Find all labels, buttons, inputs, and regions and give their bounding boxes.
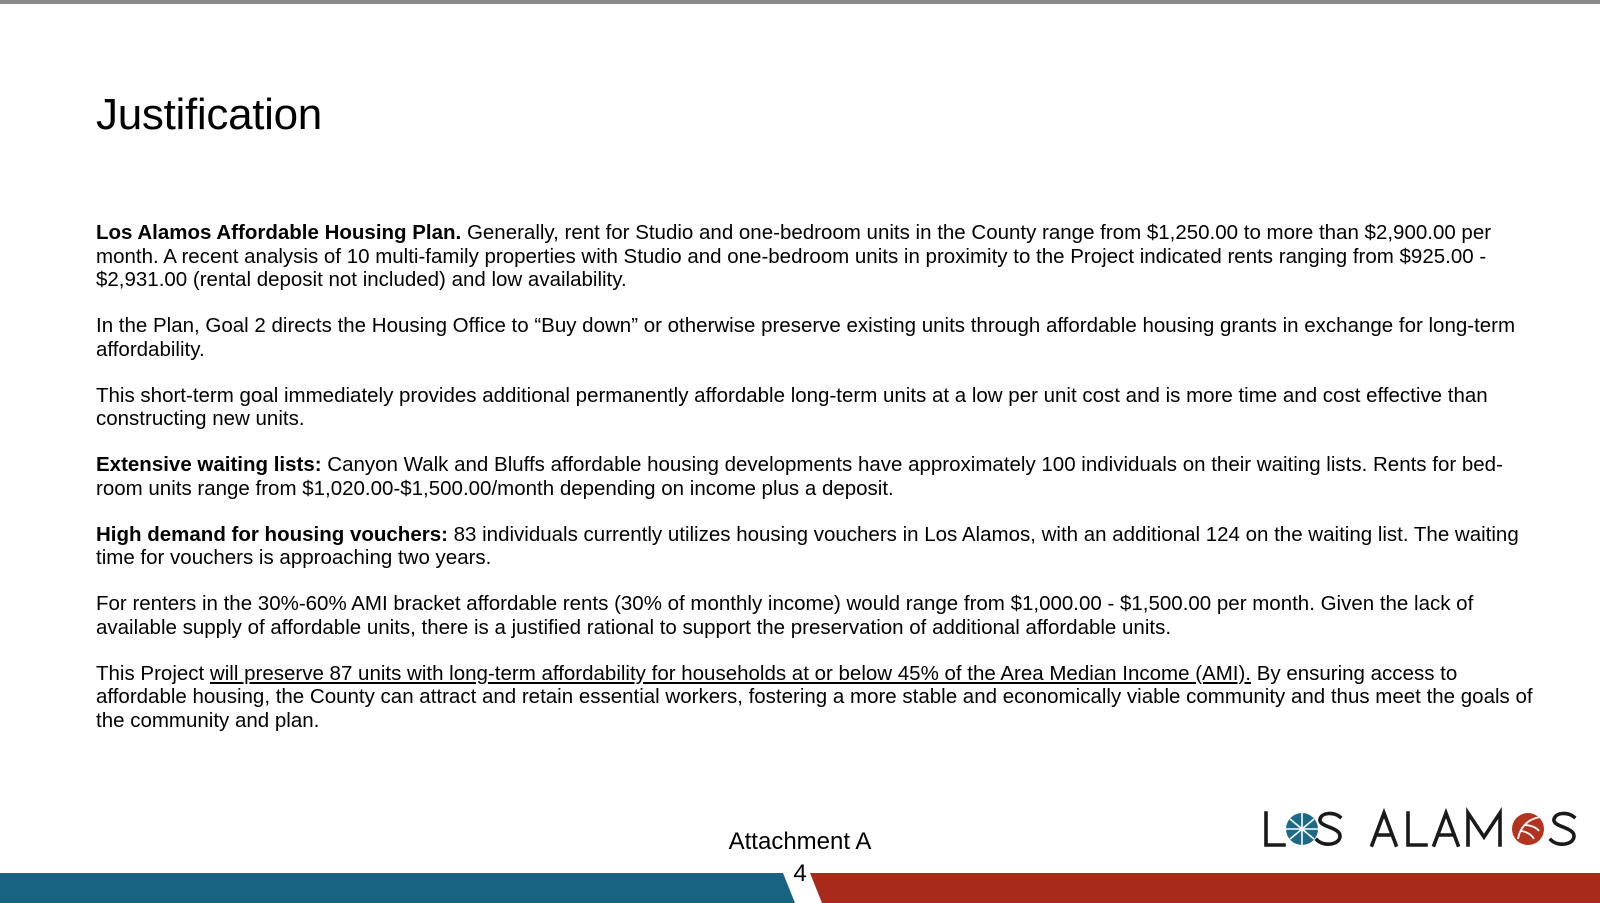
text-goal-2: In the Plan, Goal 2 directs the Housing Office to “Buy down” or otherwise preserve existing units through affordable housing grants in exchange for long-term affordability. bbox=[96, 314, 1516, 361]
text-vouchers: 83 individuals currently utilizes housing vouchers in Los Alamos, with an additional 124 on the waiting list. The waiting time for vouchers is approaching two years. bbox=[96, 522, 1519, 569]
paragraph-goal-2 bbox=[96, 314, 1546, 361]
page-number: 4 bbox=[793, 860, 807, 887]
lead-waiting-lists: Extensive waiting lists: bbox=[96, 453, 322, 476]
lead-vouchers: High demand for housing vouchers: bbox=[96, 522, 448, 546]
footer-band-left bbox=[0, 873, 795, 903]
slide-body bbox=[96, 221, 1546, 755]
paragraph-vouchers bbox=[96, 523, 1546, 570]
slide-title: Justification bbox=[96, 90, 322, 139]
globe-icon bbox=[1286, 813, 1318, 845]
paragraph-ami-rents bbox=[96, 592, 1546, 639]
attachment-label: Attachment A bbox=[728, 828, 872, 855]
text-housing-plan: Generally, rent for Studio and one-bedroom units in the County range from $1,250.00 to more than $2,900.00 per month. A recent analysis of 10 multi-family properties with Studio and one-bedroom units in proximity to the Project indicated rents ranging from $925.00 - $2,931.00 (rental deposit not included) and low availability. bbox=[96, 221, 1492, 291]
text-project-post: By ensuring access to affordable housing, the County can attract and retain essential workers, fostering a more stable and economically viable community and thus meet the goals of the community and plan. bbox=[96, 661, 1533, 732]
paragraph-project bbox=[96, 662, 1546, 733]
text-waiting-lists: Canyon Walk and Bluffs affordable housing developments have approximately 100 individuals on their waiting lists. Rents for bed-room units range from $1,020.00-$1,500.00/month depending on income plus a deposit. bbox=[96, 453, 1503, 500]
paragraph-housing-plan bbox=[96, 221, 1546, 292]
footer-band-right bbox=[810, 873, 1600, 903]
text-project-underlined: will preserve 87 units with long-term affordability for households at or below 45% of the Area Median Income (AMI). bbox=[209, 661, 1251, 685]
paragraph-short-term-goal bbox=[96, 384, 1546, 431]
text-ami-rents: For renters in the 30%-60% AMI bracket affordable rents (30% of monthly income) would range from $1,000.00 - $1,500.00 per month. Given the lack of available supply of affordable units, there is a justified rational to support the preservation of additional affordable units. bbox=[96, 592, 1474, 639]
leaf-icon bbox=[1512, 813, 1544, 845]
text-project-pre: This Project bbox=[96, 661, 210, 685]
los-alamos-logo bbox=[1262, 805, 1582, 855]
text-short-term-goal: This short-term goal immediately provides additional permanently affordable long-term units at a low per unit cost and is more time and cost effective than constructing new units. bbox=[96, 383, 1488, 430]
lead-housing-plan: Los Alamos Affordable Housing Plan. bbox=[96, 221, 462, 244]
paragraph-waiting-lists bbox=[96, 453, 1546, 500]
top-rule bbox=[0, 0, 1600, 4]
